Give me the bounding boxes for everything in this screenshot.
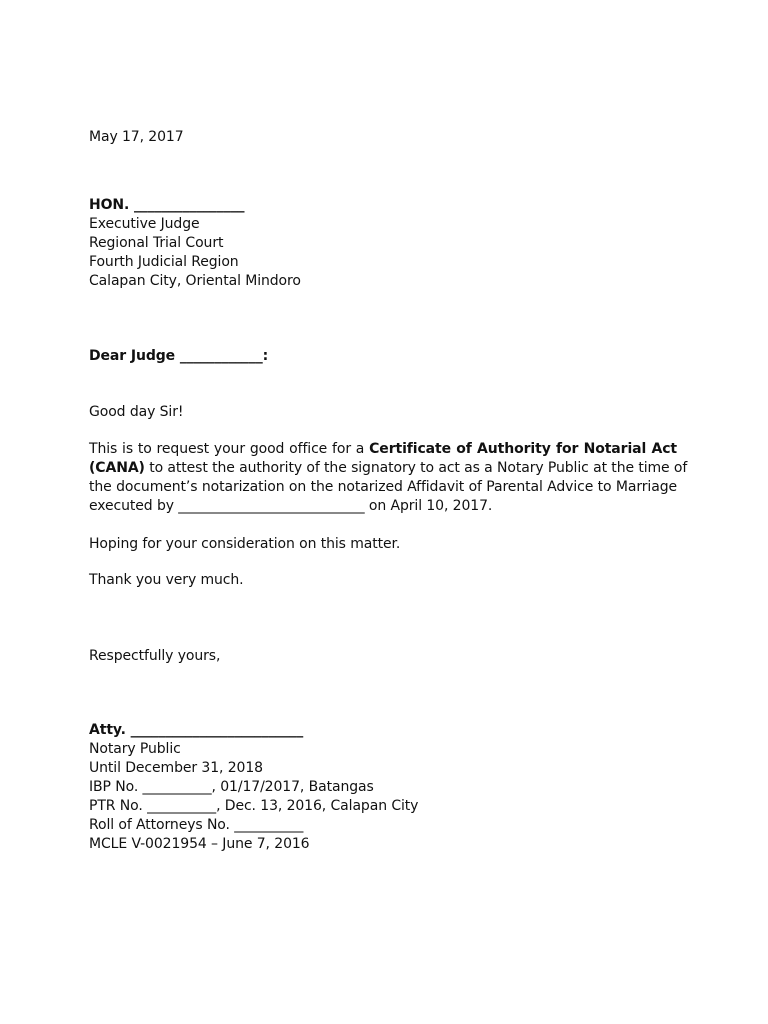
consideration-line: Hoping for your consideration on this matter. [89, 536, 401, 552]
signatory-commission: Until December 31, 2018 [89, 760, 263, 776]
signatory-ptr: PTR No. __________, Dec. 13, 2016, Calapan City [89, 798, 419, 814]
body-line-1 [89, 440, 677, 459]
body-emphasis: (CANA) [89, 460, 145, 476]
recipient-title: Executive Judge [89, 216, 200, 232]
body-text: to attest the authority of the signatory to act as a Notary Public at the time of [144, 460, 688, 476]
signatory-mcle: MCLE V-0021954 – June 7, 2016 [89, 836, 310, 852]
closing-line: Respectfully yours, [89, 648, 221, 664]
thanks-line: Thank you very much. [89, 572, 244, 588]
signatory-roll: Roll of Attorneys No. __________ [89, 817, 304, 833]
body-line-2 [89, 459, 688, 478]
signatory-name-line: Atty. _________________________ [89, 722, 304, 738]
signatory-position: Notary Public [89, 741, 181, 757]
body-emphasis: Certificate of Authority for Notarial Act [369, 441, 677, 457]
recipient-region: Fourth Judicial Region [89, 254, 239, 270]
recipient-name-line: HON. ________________ [89, 197, 245, 213]
signatory-ibp: IBP No. __________, 01/17/2017, Batangas [89, 779, 374, 795]
opening-line: Good day Sir! [89, 404, 184, 420]
recipient-location: Calapan City, Oriental Mindoro [89, 273, 301, 289]
recipient-court: Regional Trial Court [89, 235, 224, 251]
greeting: Dear Judge ____________: [89, 348, 269, 364]
body-text: This is to request your good office for a [89, 441, 370, 457]
letter-date: May 17, 2017 [89, 129, 184, 145]
body-line-4: executed by ___________________________ on April 10, 2017. [89, 498, 493, 514]
body-line-3: the document’s notarization on the notarized Affidavit of Parental Advice to Marriage [89, 479, 677, 495]
